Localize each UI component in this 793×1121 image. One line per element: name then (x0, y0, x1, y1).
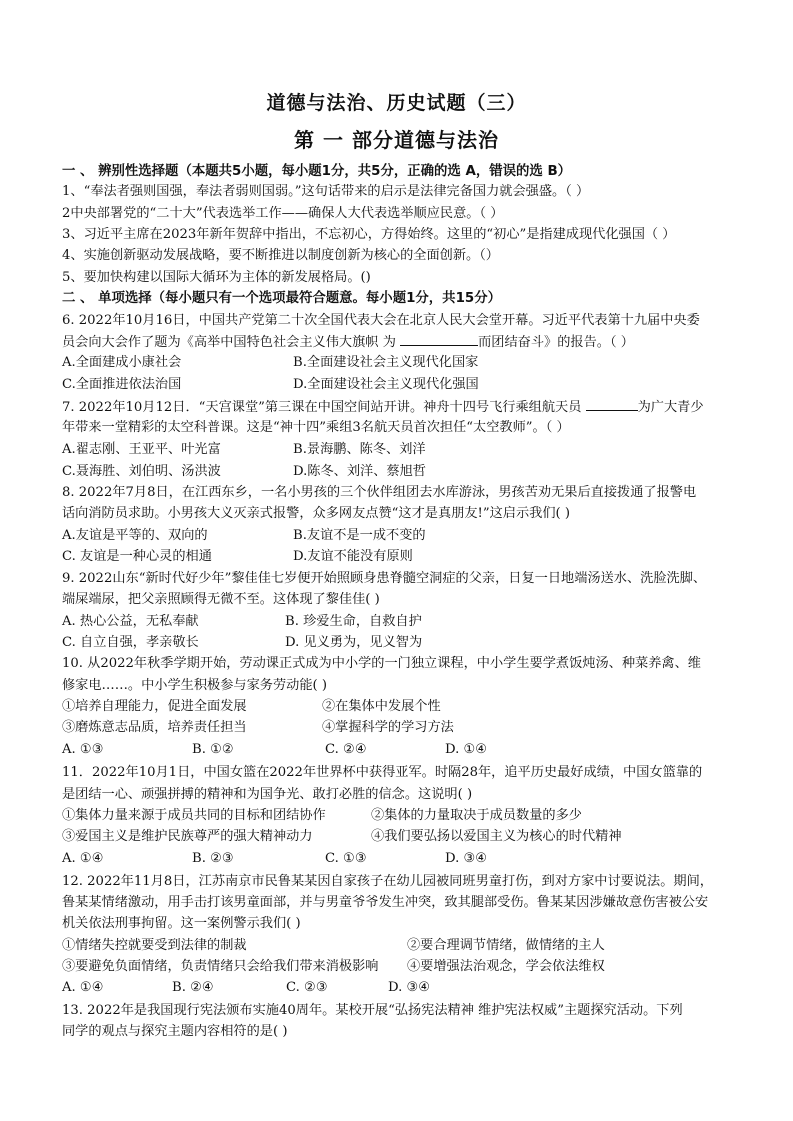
question-5: 5、要加快构建以国际大循环为主体的新发展格局。() (62, 270, 371, 285)
question-7-stem-part2: 为广大青少 (637, 400, 704, 415)
question-12-statement-3: ③要避免负面情绪，负责情绪只会给我们带来消极影响 (62, 959, 379, 974)
question-6-stem-part2: 而团结奋斗》的报告。（ ） (478, 335, 634, 350)
question-9-option-a: A. 热心公益，无私奉献 (62, 614, 199, 629)
question-6-option-c: C.全面推进依法治国 (62, 377, 182, 392)
question-6-stem-part1: 员会向大会作了题为《高举中国特色社会主义伟大旗帜 为 (62, 335, 401, 350)
question-10-statement-2: ②在集体中发展个性 (322, 699, 441, 714)
question-12-option-d: D. ③④ (388, 980, 431, 995)
question-7-option-a: A.翟志刚、王亚平、叶光富 (62, 442, 221, 457)
question-7-option-b: B.景海鹏、陈冬、刘洋 (293, 442, 426, 457)
question-10-option-d: D. ①④ (445, 742, 488, 757)
question-10-statement-3: ③磨炼意志品质，培养责任担当 (62, 720, 247, 735)
question-13-stem-line1: 13. 2022年是我国现行宪法颁布实施40周年。某校开展“弘扬宪法精神 维护宪法权威”主题探究活动。下列 (62, 1003, 683, 1018)
question-12-option-b: B. ②④ (172, 980, 214, 995)
question-10-option-b: B. ①② (192, 742, 234, 757)
question-8-option-c: C. 友谊是一种心灵的相通 (62, 549, 212, 564)
question-12-statement-4: ④要增强法治观念，学会依法维权 (407, 959, 605, 974)
question-6-option-b: B.全面建设社会主义现代化国家 (293, 355, 479, 370)
question-7-stem-line2: 年带来一堂精彩的太空科普课。这是“神十四”乘组3名航天员首次担任“太空教师”。（ ） (62, 420, 570, 435)
question-10-option-a: A. ①③ (62, 742, 104, 757)
question-10-option-c: C. ②④ (325, 742, 367, 757)
answer-blank (400, 333, 478, 346)
question-11-statement-1: ①集体力量来源于成员共同的目标和团结协作 (62, 808, 326, 823)
question-10-stem-line2: 修家电……。中小学生积极参与家务劳动能( ) (62, 678, 328, 693)
question-11-statement-2: ②集体的力量取决于成员数量的多少 (371, 808, 582, 823)
question-12-option-c: C. ②③ (286, 980, 328, 995)
question-11-option-d: D. ③④ (445, 851, 488, 866)
question-12-statement-1: ①情绪失控就要受到法律的制裁 (62, 938, 247, 953)
question-7-option-c: C.聂海胜、刘伯明、汤洪波 (62, 464, 221, 479)
question-10-statement-1: ①培养自理能力，促进全面发展 (62, 699, 247, 714)
question-11-stem-line1: 11．2022年10月1日，中国女篮在2022年世界杯中获得亚军。时隔28年，追平历史最好成绩，中国女篮靠的 (62, 765, 703, 780)
question-11-option-c: C. ①③ (325, 851, 367, 866)
question-9-option-c: C. 自立自强，孝亲敬长 (62, 635, 199, 650)
question-6-option-d: D.全面建设社会主义现代化强国 (293, 377, 479, 392)
question-6-stem-line2 (62, 333, 634, 352)
question-4: 4、实施创新驱动发展战略，要不断推进以制度创新为核心的全面创新。（） (62, 248, 499, 263)
question-7-stem-part1: 7. 2022年10月12日．“天宫课堂”第三课在中国空间站开讲。神舟十四号飞行乘组航天员 (62, 400, 586, 415)
question-9-option-d: D. 见义勇为，见义智为 (285, 635, 423, 650)
question-12-stem-line3: 机关依法刑事拘留。这一案例警示我们( ) (62, 916, 301, 931)
question-6-option-a: A.全面建成小康社会 (62, 355, 182, 370)
question-11-stem-line2: 是团结一心、顽强拼搏的精神和为国争光、敢打必胜的信念。这说明( ) (62, 787, 473, 802)
question-12-stem-line2: 鲁某某情绪激动，用手击打该男童面部，并与男童爷爷发生冲突，致其腿部受伤。鲁某某因涉嫌故意伤害被公安 (62, 895, 709, 910)
answer-blank (586, 398, 638, 411)
question-8-option-b: B.友谊不是一成不变的 (293, 528, 426, 543)
question-12-stem-line1: 12. 2022年11月8日，江苏南京市民鲁某某因自家孩子在幼儿园被同班男童打伤，到对方家中讨要说法。期间， (62, 874, 713, 889)
part-title: 第 一 部分道德与法治 (294, 128, 499, 152)
question-8-option-a: A.友谊是平等的、双向的 (62, 528, 208, 543)
question-9-stem-line1: 9. 2022山东“新时代好少年”黎佳佳七岁便开始照顾身患脊髓空洞症的父亲，日复一日地端汤送水、洗脸洗脚、 (62, 571, 707, 586)
question-13-stem-line2: 同学的观点与探究主题内容相符的是( ) (62, 1024, 288, 1039)
question-10-stem-line1: 10. 从2022年秋季学期开始，劳动课正式成为中小学的一门独立课程，中小学生要学煮饭炖汤、种菜养禽、维 (62, 656, 701, 671)
question-11-statement-3: ③爱国主义是维护民族尊严的强大精神动力 (62, 829, 313, 844)
question-11-option-a: A. ①④ (62, 851, 104, 866)
question-8-option-d: D.友谊不能没有原则 (293, 549, 413, 564)
page-title: 道德与法治、历史试题（三） (266, 92, 527, 114)
question-11-option-b: B. ②③ (192, 851, 234, 866)
question-3: 3、习近平主席在2023年新年贺辞中指出，不忘初心，方得始终。这里的“初心”是指建成现代化强国（ ） (62, 227, 676, 242)
question-6-stem-line1: 6. 2022年10月16日，中国共产党第二十次全国代表大会在北京人民大会堂开幕。习近平代表第十九届中央委 (62, 313, 700, 328)
question-2: 2中央部署党的“二十大”代表选举工作——确保人大代表选举顺应民意。（ ） (62, 206, 504, 221)
question-8-stem-line2: 话向消防员求助。小男孩大义灭亲式报警，众多网友点赞“这才是真朋友!”这启示我们( ) (62, 506, 571, 521)
question-12-statement-2: ②要合理调节情绪，做情绪的主人 (407, 938, 605, 953)
question-8-stem-line1: 8. 2022年7月8日，在江西东乡，一名小男孩的三个伙伴组团去水库游泳，男孩苦劝无果后直接拨通了报警电 (62, 485, 697, 500)
question-7-stem-line1 (62, 398, 704, 417)
question-12-option-a: A. ①④ (62, 980, 104, 995)
section1-heading: 一 、 辨别性选择题（本题共5小题，每小题1分，共5分，正确的选 A，错误的选 B） (62, 164, 572, 179)
question-1: 1、“奉法者强则国强，奉法者弱则国弱。”这句话带来的启示是法律完备国力就会强盛。（ ） (62, 184, 590, 199)
question-9-stem-line2: 端屎端尿，把父亲照顾得无微不至。这体现了黎佳佳( ) (62, 592, 380, 607)
question-7-option-d: D.陈冬、刘洋、蔡旭哲 (293, 464, 426, 479)
question-9-option-b: B. 珍爱生命，自救自护 (285, 614, 422, 629)
question-10-statement-4: ④掌握科学的学习方法 (322, 720, 454, 735)
section2-heading: 二 、 单项选择（每小题只有一个选项最符合题意。每小题1分，共15分） (62, 291, 501, 306)
question-11-statement-4: ④我们要弘扬以爱国主义为核心的时代精神 (371, 829, 622, 844)
